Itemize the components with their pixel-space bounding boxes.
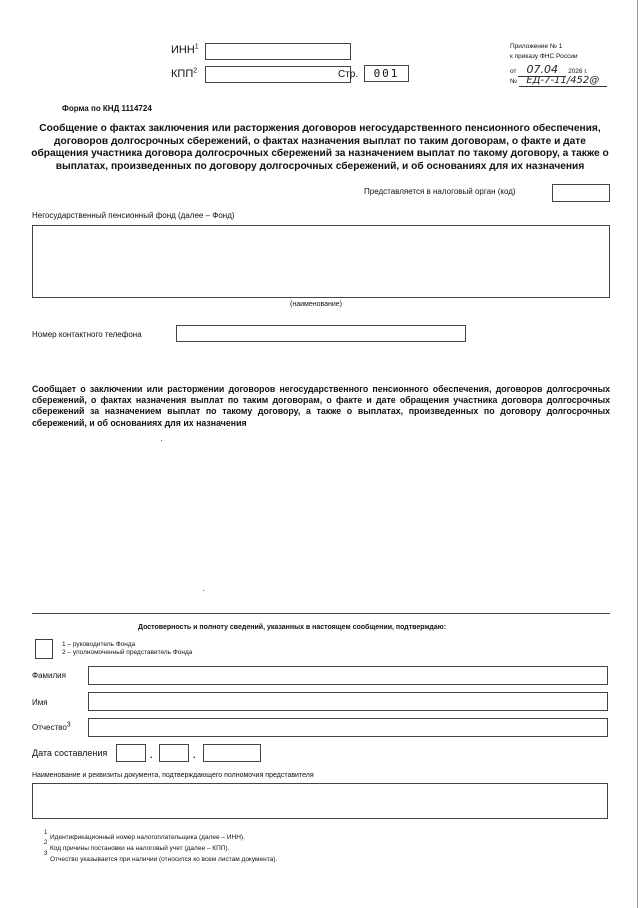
patronymic-label: Отчество$^3$ [32, 721, 71, 732]
name-label: Имя [32, 698, 48, 707]
date-year-input[interactable] [203, 744, 261, 762]
annex-line4: № ЕД-7-11/452@ [510, 75, 607, 87]
doc-label: Наименование и реквизиты документа, подтверждающего полномочия представителя [32, 772, 314, 779]
speck [203, 590, 204, 591]
annex-line3: от 07.04 2026 г. [510, 63, 588, 76]
signer-type-box[interactable] [35, 639, 53, 659]
scan-edge [637, 0, 638, 908]
footnote-num: 1 [44, 830, 48, 836]
surname-input[interactable] [88, 666, 608, 685]
name-input[interactable] [88, 692, 608, 711]
annex-line1: Приложение № 1 [510, 43, 563, 50]
footnote-2: Код причины постановки на налоговый учет (далее – КПП). [50, 845, 230, 852]
date-day-input[interactable] [116, 744, 146, 762]
tax-authority-code-input[interactable] [552, 184, 610, 202]
signer-option1: 1 – руководитель Фонда [62, 641, 136, 648]
date-label: Дата составления [32, 748, 108, 758]
reports-paragraph: Сообщает о заключении или расторжении договоров негосударственного пенсионного обеспечения, договоров долгосрочных сбережений, о фактах назначения выплат по таким договорам, о факте и дате обращения участника договора долгосрочных сбережений за назначением выплат по такому договору, а также о выплатах, произведенных по договору долгосрочных сбережений, и об основаниях для их назначения [32, 384, 610, 428]
inn-input[interactable] [205, 43, 351, 60]
kpp-input[interactable] [205, 66, 351, 83]
phone-label: Номер контактного телефона [32, 330, 142, 339]
form-knd: Форма по КНД 1114724 [62, 104, 152, 113]
phone-input[interactable] [176, 325, 466, 342]
speck [161, 440, 162, 441]
surname-label: Фамилия [32, 671, 66, 680]
page-number-field[interactable]: 001 [364, 65, 409, 82]
kpp-label: КПП$^2$ [171, 67, 198, 80]
inn-label: ИНН$^1$ [171, 43, 199, 56]
section-divider [32, 613, 610, 614]
fund-name-input[interactable] [32, 225, 610, 298]
date-separator: . [193, 750, 196, 760]
date-month-input[interactable] [159, 744, 189, 762]
annex-line2: к приказу ФНС России [510, 53, 578, 60]
tax-authority-label: Представляется в налоговый орган (код) [364, 187, 516, 196]
date-separator: . [150, 750, 153, 760]
footnote-num: 3 [44, 851, 48, 857]
patronymic-input[interactable] [88, 718, 608, 737]
fund-name-caption: (наименование) [290, 301, 342, 308]
fund-label: Негосударственный пенсионный фонд (далее – Фонд) [32, 211, 235, 220]
confirm-heading: Достоверность и полноту сведений, указанных в настоящем сообщении, подтверждаю: [138, 624, 447, 631]
signer-option2: 2 – уполномоченный представитель Фонда [62, 649, 193, 656]
form-title: Сообщение о фактах заключения или расторжения договоров негосударственного пенсионного обеспечения, договоров долгосрочных сбережений, о фактах назначения выплат по таким договорам, о факте и дате обращения участника договора долгосрочных сбережений за назначением выплат по такому договору, а также о выплатах, произведенных по договору долгосрочных сбережений, и об основаниях для их назначения [31, 123, 609, 172]
footnote-num: 2 [44, 840, 48, 846]
footnote-3: Отчество указывается при наличии (относится ко всем листам документа). [50, 856, 278, 863]
doc-input[interactable] [32, 783, 608, 819]
page-label: Стр. [338, 69, 359, 80]
footnote-1: Идентификационный номер налогоплательщика (далее – ИНН). [50, 834, 245, 841]
